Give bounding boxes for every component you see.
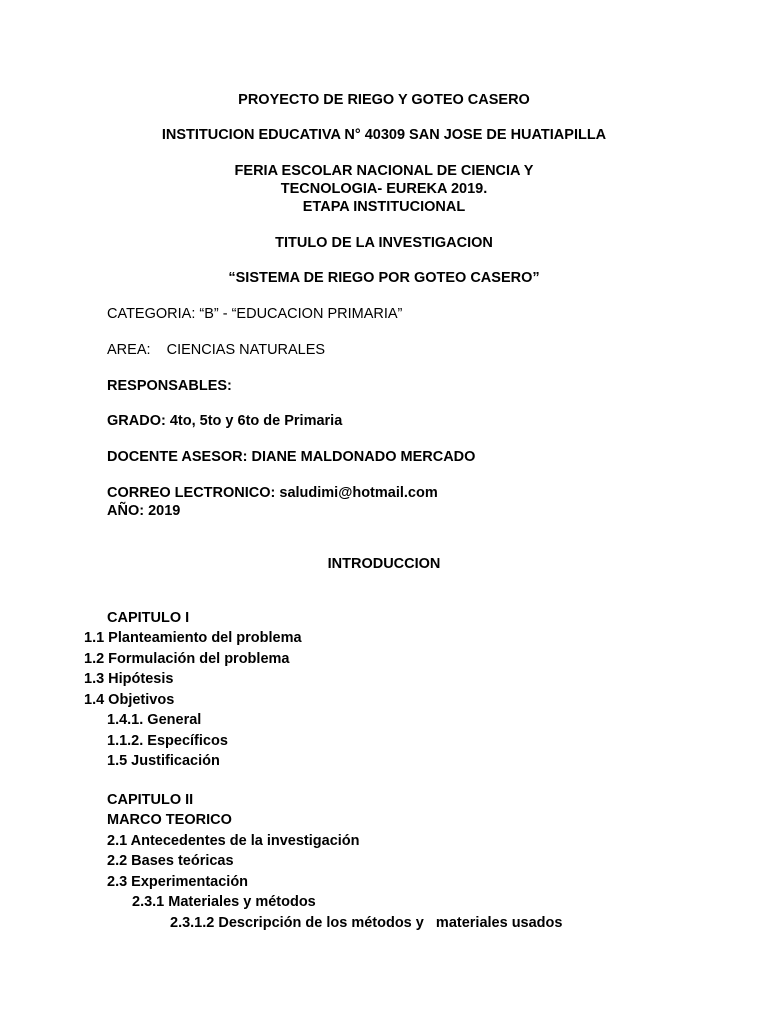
toc-item: 2.3.1.2 Descripción de los métodos y materiales usados <box>170 915 563 931</box>
toc-item: 2.2 Bases teóricas <box>107 853 234 869</box>
toc-section-heading: MARCO TEORICO <box>107 812 232 828</box>
fair-line-3: ETAPA INSTITUCIONAL <box>302 199 466 215</box>
toc-chapter-1: CAPITULO I <box>107 610 190 626</box>
toc-item: 2.1 Antecedentes de la investigación <box>107 833 360 849</box>
anio-line: AÑO: 2019 <box>107 503 181 519</box>
toc-item: 1.4.1. General <box>107 712 202 728</box>
toc-item: 1.5 Justificación <box>107 753 220 769</box>
area-line: AREA: CIENCIAS NATURALES <box>107 342 326 358</box>
correo-line: CORREO LECTRONICO: saludimi@hotmail.com <box>107 485 438 501</box>
categoria-line: CATEGORIA: “B” - “EDUCACION PRIMARIA” <box>107 306 403 322</box>
fair-line-2: TECNOLOGIA- EUREKA 2019. <box>280 181 488 197</box>
grado-line: GRADO: 4to, 5to y 6to de Primaria <box>107 413 343 429</box>
project-title: PROYECTO DE RIEGO Y GOTEO CASERO <box>238 92 530 108</box>
toc-item: 2.3.1 Materiales y métodos <box>132 894 316 910</box>
toc-item: 2.3 Experimentación <box>107 874 249 890</box>
responsables-line: RESPONSABLES: <box>107 378 232 394</box>
toc-item: 1.2 Formulación del problema <box>84 651 290 667</box>
toc-item: 1.4 Objetivos <box>84 692 175 708</box>
toc-item: 1.3 Hipótesis <box>84 671 174 687</box>
fair-line-1: FERIA ESCOLAR NACIONAL DE CIENCIA Y <box>234 163 534 179</box>
toc-chapter-2: CAPITULO II <box>107 792 194 808</box>
investigation-title: “SISTEMA DE RIEGO POR GOTEO CASERO” <box>228 270 540 286</box>
toc-item: 1.1 Planteamiento del problema <box>84 630 302 646</box>
toc-item: 1.1.2. Específicos <box>107 733 228 749</box>
docente-line: DOCENTE ASESOR: DIANE MALDONADO MERCADO <box>107 449 476 465</box>
intro-heading: INTRODUCCION <box>327 556 441 572</box>
institution-line: INSTITUCION EDUCATIVA N° 40309 SAN JOSE DE HUATIAPILLA <box>161 127 607 143</box>
investigation-heading: TITULO DE LA INVESTIGACION <box>275 235 493 251</box>
